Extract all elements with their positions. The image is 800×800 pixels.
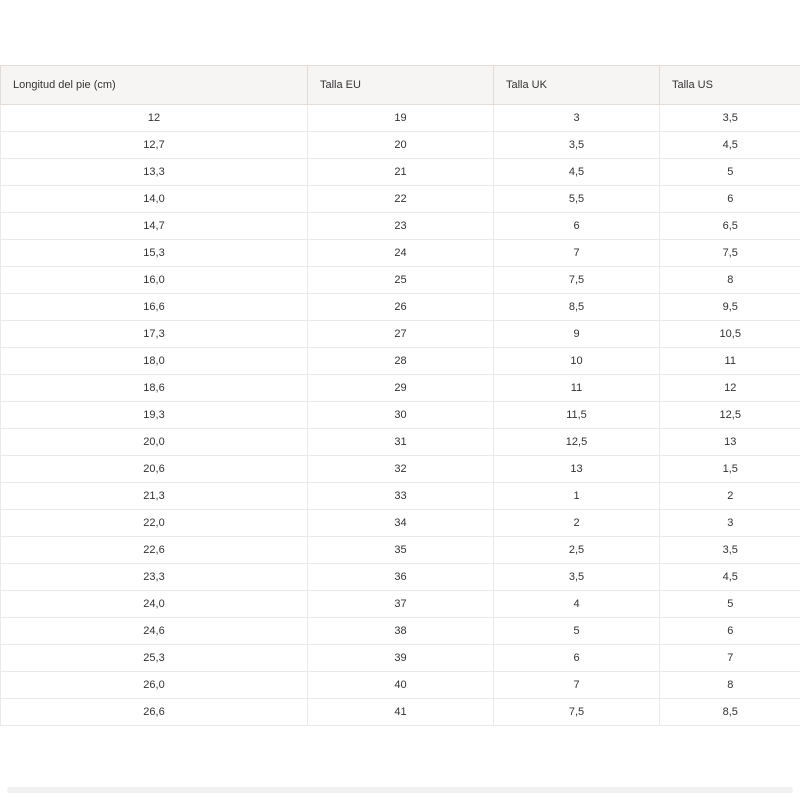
cell-uk-size: 10	[494, 348, 660, 375]
table-row	[1, 618, 800, 645]
column-header-eu-size: Talla EU	[308, 66, 494, 105]
table-row	[1, 375, 800, 402]
cell-foot-length: 21,3	[1, 483, 308, 510]
cell-uk-size: 4	[494, 591, 660, 618]
cell-us-size: 7	[660, 645, 800, 672]
cell-foot-length: 18,6	[1, 375, 308, 402]
cell-uk-size: 7,5	[494, 267, 660, 294]
cell-us-size: 5	[660, 591, 800, 618]
cell-us-size: 13	[660, 429, 800, 456]
cell-eu-size: 27	[308, 321, 494, 348]
cell-uk-size: 3,5	[494, 564, 660, 591]
cell-eu-size: 33	[308, 483, 494, 510]
cell-uk-size: 13	[494, 456, 660, 483]
table-row	[1, 213, 800, 240]
cell-eu-size: 37	[308, 591, 494, 618]
cell-uk-size: 2,5	[494, 537, 660, 564]
cell-uk-size: 11	[494, 375, 660, 402]
cell-uk-size: 9	[494, 321, 660, 348]
cell-eu-size: 38	[308, 618, 494, 645]
table-row	[1, 672, 800, 699]
cell-us-size: 12,5	[660, 402, 800, 429]
cell-foot-length: 24,0	[1, 591, 308, 618]
cell-eu-size: 30	[308, 402, 494, 429]
size-chart-table-wrapper	[0, 65, 800, 726]
table-row	[1, 564, 800, 591]
cell-us-size: 1,5	[660, 456, 800, 483]
cell-uk-size: 5	[494, 618, 660, 645]
cell-us-size: 6,5	[660, 213, 800, 240]
cell-eu-size: 40	[308, 672, 494, 699]
cell-uk-size: 3,5	[494, 132, 660, 159]
table-row	[1, 537, 800, 564]
cell-eu-size: 32	[308, 456, 494, 483]
table-row	[1, 105, 800, 132]
table-row	[1, 429, 800, 456]
cell-foot-length: 22,6	[1, 537, 308, 564]
cell-uk-size: 6	[494, 213, 660, 240]
cell-us-size: 12	[660, 375, 800, 402]
cell-us-size: 7,5	[660, 240, 800, 267]
cell-us-size: 2	[660, 483, 800, 510]
cell-foot-length: 16,6	[1, 294, 308, 321]
table-row	[1, 591, 800, 618]
column-header-uk-size: Talla UK	[494, 66, 660, 105]
table-header-row	[1, 66, 800, 105]
cell-uk-size: 4,5	[494, 159, 660, 186]
cell-eu-size: 36	[308, 564, 494, 591]
cell-eu-size: 26	[308, 294, 494, 321]
table-body	[1, 105, 800, 726]
cell-foot-length: 18,0	[1, 348, 308, 375]
cell-uk-size: 7	[494, 672, 660, 699]
cell-us-size: 3,5	[660, 105, 800, 132]
cell-uk-size: 1	[494, 483, 660, 510]
cell-uk-size: 8,5	[494, 294, 660, 321]
table-row	[1, 483, 800, 510]
cell-us-size: 11	[660, 348, 800, 375]
cell-uk-size: 11,5	[494, 402, 660, 429]
cell-eu-size: 25	[308, 267, 494, 294]
table-row	[1, 186, 800, 213]
cell-us-size: 5	[660, 159, 800, 186]
cell-eu-size: 21	[308, 159, 494, 186]
cell-eu-size: 29	[308, 375, 494, 402]
cell-uk-size: 3	[494, 105, 660, 132]
table-row	[1, 159, 800, 186]
cell-foot-length: 13,3	[1, 159, 308, 186]
cell-foot-length: 12,7	[1, 132, 308, 159]
cell-uk-size: 6	[494, 645, 660, 672]
table-header	[1, 66, 800, 105]
cell-foot-length: 22,0	[1, 510, 308, 537]
table-row	[1, 132, 800, 159]
horizontal-scrollbar[interactable]	[7, 786, 799, 794]
cell-foot-length: 17,3	[1, 321, 308, 348]
cell-uk-size: 12,5	[494, 429, 660, 456]
cell-uk-size: 2	[494, 510, 660, 537]
cell-eu-size: 41	[308, 699, 494, 726]
cell-eu-size: 20	[308, 132, 494, 159]
cell-eu-size: 22	[308, 186, 494, 213]
cell-us-size: 8,5	[660, 699, 800, 726]
cell-foot-length: 19,3	[1, 402, 308, 429]
cell-uk-size: 7	[494, 240, 660, 267]
cell-us-size: 4,5	[660, 564, 800, 591]
cell-foot-length: 14,7	[1, 213, 308, 240]
cell-foot-length: 14,0	[1, 186, 308, 213]
cell-eu-size: 34	[308, 510, 494, 537]
scrollbar-thumb[interactable]	[7, 787, 793, 793]
table-row	[1, 240, 800, 267]
cell-foot-length: 24,6	[1, 618, 308, 645]
table-row	[1, 348, 800, 375]
cell-eu-size: 35	[308, 537, 494, 564]
cell-uk-size: 5,5	[494, 186, 660, 213]
cell-foot-length: 16,0	[1, 267, 308, 294]
cell-us-size: 8	[660, 267, 800, 294]
cell-us-size: 10,5	[660, 321, 800, 348]
cell-eu-size: 28	[308, 348, 494, 375]
cell-us-size: 8	[660, 672, 800, 699]
cell-foot-length: 12	[1, 105, 308, 132]
table-row	[1, 699, 800, 726]
table-row	[1, 294, 800, 321]
cell-us-size: 3	[660, 510, 800, 537]
cell-foot-length: 26,6	[1, 699, 308, 726]
table-row	[1, 321, 800, 348]
table-row	[1, 402, 800, 429]
cell-us-size: 3,5	[660, 537, 800, 564]
cell-foot-length: 23,3	[1, 564, 308, 591]
table-row	[1, 267, 800, 294]
cell-us-size: 9,5	[660, 294, 800, 321]
cell-foot-length: 20,6	[1, 456, 308, 483]
cell-eu-size: 24	[308, 240, 494, 267]
cell-uk-size: 7,5	[494, 699, 660, 726]
cell-foot-length: 15,3	[1, 240, 308, 267]
table-row	[1, 456, 800, 483]
column-header-foot-length: Longitud del pie (cm)	[1, 66, 308, 105]
table-row	[1, 510, 800, 537]
column-header-us-size: Talla US	[660, 66, 800, 105]
cell-foot-length: 25,3	[1, 645, 308, 672]
cell-eu-size: 39	[308, 645, 494, 672]
cell-eu-size: 23	[308, 213, 494, 240]
cell-foot-length: 20,0	[1, 429, 308, 456]
cell-us-size: 4,5	[660, 132, 800, 159]
table-row	[1, 645, 800, 672]
cell-us-size: 6	[660, 618, 800, 645]
cell-eu-size: 19	[308, 105, 494, 132]
cell-us-size: 6	[660, 186, 800, 213]
cell-eu-size: 31	[308, 429, 494, 456]
size-chart-table	[0, 65, 800, 726]
cell-foot-length: 26,0	[1, 672, 308, 699]
